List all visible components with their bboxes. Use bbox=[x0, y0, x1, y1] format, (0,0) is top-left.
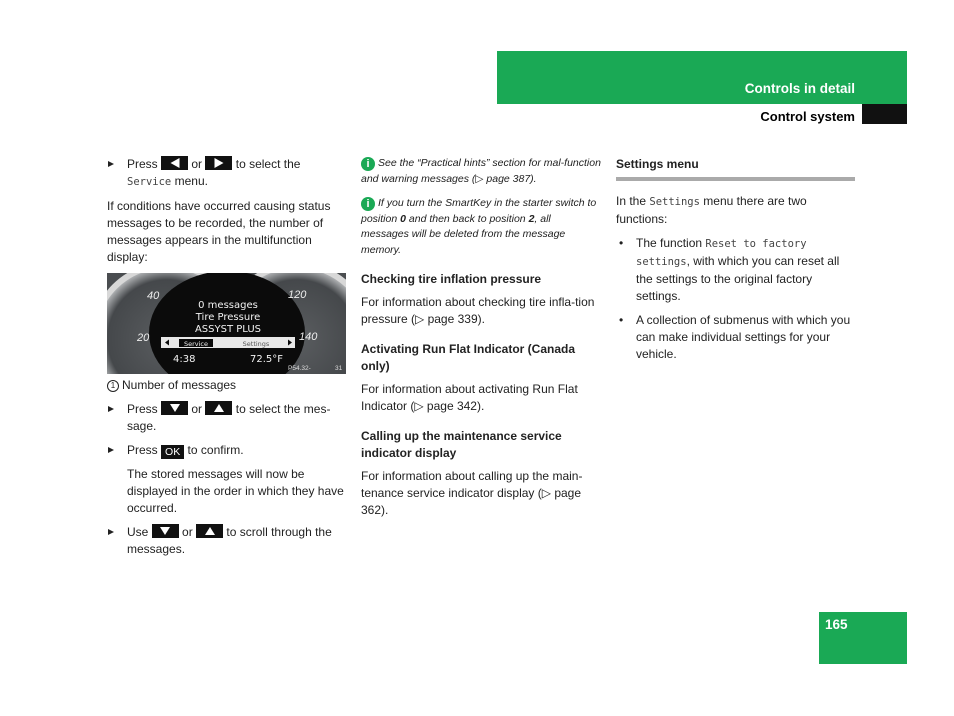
display-messages-count: 0 messages bbox=[198, 300, 258, 311]
figure-caption: 1 Number of messages bbox=[107, 377, 347, 394]
figure-code: P54.32- bbox=[288, 365, 311, 372]
ok-key-icon: OK bbox=[161, 445, 184, 459]
step-select-service: Press or to select the Service menu. bbox=[107, 156, 347, 191]
note-smartkey: i If you turn the SmartKey in the starter switch to position 0 and then back to position 2, all messages will be deleted from the message memory. bbox=[361, 197, 597, 256]
display-tab-service: Service bbox=[183, 340, 209, 348]
section-title: Controls in detail bbox=[744, 81, 855, 96]
step-confirm: Press OK to confirm. bbox=[107, 442, 347, 459]
column-right bbox=[616, 156, 856, 370]
down-key-icon bbox=[161, 401, 188, 415]
paragraph-maintenance: For information about calling up the main-tenance service indicator display (▷ page 362). bbox=[361, 469, 583, 517]
step-select-message: Press or to select the mes-sage. bbox=[107, 401, 347, 435]
dial-label-120: 120 bbox=[288, 289, 307, 301]
bullet-icon: • bbox=[619, 236, 624, 250]
info-icon: i bbox=[361, 157, 375, 171]
page-number: 165 bbox=[825, 617, 848, 632]
step-arrow-icon bbox=[108, 161, 114, 167]
figure-code-end: 31 bbox=[335, 365, 343, 372]
note-practical-hints: i See the “Practical hints” section for mal-function and warning messages (▷ page 387). bbox=[361, 157, 601, 185]
stored-messages-paragraph: The stored messages will now be displayed in the order in which they have occurred. bbox=[127, 467, 344, 515]
settings-intro: In the Settings menu there are two functions: bbox=[616, 194, 807, 226]
display-tire-pressure: Tire Pressure bbox=[195, 312, 261, 323]
list-item-submenus: • A collection of submenus with which you can make individual settings for your vehicle. bbox=[619, 313, 851, 361]
column-middle bbox=[361, 156, 601, 526]
heading-run-flat: Activating Run Flat Indicator (Canada only) bbox=[361, 342, 576, 373]
paragraph-tire-pressure: For information about checking tire infla-tion pressure (▷ page 339). bbox=[361, 295, 595, 326]
multifunction-display-figure bbox=[107, 273, 346, 374]
step-arrow-icon bbox=[108, 447, 114, 453]
paragraph-run-flat: For information about activating Run Flat Indicator (▷ page 342). bbox=[361, 382, 578, 413]
instrument-cluster-image bbox=[107, 273, 346, 374]
display-tab-settings: Settings bbox=[242, 340, 270, 348]
step-scroll: Use or to scroll through the messages. bbox=[107, 524, 347, 558]
display-assyst-plus: ASSYST PLUS bbox=[194, 324, 262, 335]
info-icon: i bbox=[361, 197, 375, 211]
column-left bbox=[107, 156, 347, 565]
dial-label-40: 40 bbox=[147, 290, 160, 302]
header-marker bbox=[862, 104, 907, 124]
heading-settings-menu: Settings menu bbox=[616, 156, 855, 181]
down-key-icon bbox=[152, 524, 179, 538]
heading-tire-pressure: Checking tire inflation pressure bbox=[361, 272, 542, 286]
left-key-icon bbox=[161, 156, 188, 170]
up-key-icon bbox=[196, 524, 223, 538]
subsection-title: Control system bbox=[760, 109, 855, 124]
callout-number: 1 bbox=[107, 380, 119, 392]
step-arrow-icon bbox=[108, 529, 114, 535]
display-time: 4:38 bbox=[173, 354, 196, 365]
dial-label-20: 20 bbox=[137, 332, 150, 344]
list-item-reset: • The function Reset to factory settings, with which you can reset all the settings to the original factory settings. bbox=[619, 236, 840, 303]
dial-label-140: 140 bbox=[299, 331, 318, 343]
up-key-icon bbox=[205, 401, 232, 415]
intro-paragraph: If conditions have occurred causing status messages to be recorded, the number of messages appears in the multifunction display: bbox=[107, 199, 331, 264]
heading-maintenance: Calling up the maintenance service indicator display bbox=[361, 429, 562, 460]
step-arrow-icon bbox=[108, 406, 114, 412]
right-key-icon bbox=[205, 156, 232, 170]
bullet-icon: • bbox=[619, 313, 624, 327]
display-temperature: 72.5°F bbox=[250, 354, 284, 365]
